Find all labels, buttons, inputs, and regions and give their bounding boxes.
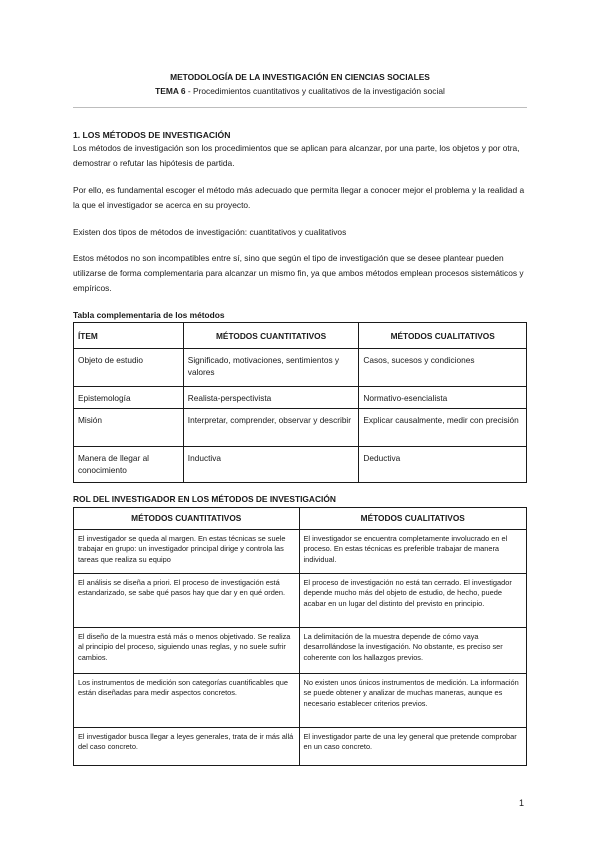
paragraph-1: Los métodos de investigación son los procedimientos que se aplican para alcanzar, por una parte, los objetos y por otra, demostrar o refutar las hipótesis de partida. — [73, 143, 520, 168]
paragraph-4: Estos métodos no son incompatibles entre sí, sino que según el tipo de investigación que se desee plantear pueden utilizarse de forma complementaria para alcanzar un mismo fin, ya que ambos métodos emplean procesos sistemáticos y empíricos. — [73, 253, 524, 293]
table-row — [74, 349, 527, 387]
page-number: 1 — [519, 798, 525, 808]
table-cell: El proceso de investigación no está tan cerrado. El investigador depende mucho más del objeto de estudio, de hecho, puede acabar en un lugar del distinto del previsto en principio. — [299, 573, 527, 627]
column-header: ÍTEM — [74, 323, 184, 349]
table-cell: El investigador parte de una ley general que pretende comprobar en un caso concreto. — [299, 727, 527, 765]
tema-label: TEMA 6 — [155, 86, 186, 96]
table-row — [74, 673, 527, 727]
table-row — [74, 627, 527, 673]
column-header: MÉTODOS CUALITATIVOS — [359, 323, 527, 349]
table-row — [74, 447, 527, 483]
document-title: METODOLOGÍA DE LA INVESTIGACIÓN EN CIENCIAS SOCIALES — [170, 72, 430, 82]
table2-caption: ROL DEL INVESTIGADOR EN LOS MÉTODOS DE INVESTIGACIÓN — [73, 494, 336, 504]
table-row — [74, 387, 527, 409]
table-cell: Los instrumentos de medición son categorías cuantificables que están diseñadas para medir aspectos concretos. — [74, 673, 300, 727]
table-cell: Casos, sucesos y condiciones — [359, 349, 527, 387]
column-header: MÉTODOS CUANTITATIVOS — [74, 508, 300, 530]
table-cell: Inductiva — [183, 447, 359, 483]
section-heading: 1. LOS MÉTODOS DE INVESTIGACIÓN — [73, 130, 231, 140]
column-header: MÉTODOS CUALITATIVOS — [299, 508, 527, 530]
table-cell: Deductiva — [359, 447, 527, 483]
table-cell: La delimitación de la muestra depende de cómo vaya desarrollándose la investigación. No obstante, es preciso ser coherente con los hallazgos previos. — [299, 627, 527, 673]
table-cell: El diseño de la muestra está más o menos objetivado. Se realiza al principio del proceso, siguiendo unas reglas, y no suele sufrir cambios. — [74, 627, 300, 673]
column-header: MÉTODOS CUANTITATIVOS — [183, 323, 359, 349]
table-cell: Realista-perspectivista — [183, 387, 359, 409]
table-row — [74, 529, 527, 573]
table-cell: Interpretar, comprender, observar y describir — [183, 409, 359, 447]
table-row — [74, 573, 527, 627]
table-cell: El investigador se queda al margen. En estas técnicas se suele trabajar en grupo: un investigador principal dirige y controla las tareas que realiza su equipo — [74, 529, 300, 573]
table-cell: Manera de llegar al conocimiento — [74, 447, 184, 483]
table-header-row — [74, 508, 527, 530]
table-cell: El investigador busca llegar a leyes generales, trata de ir más allá del caso concreto. — [74, 727, 300, 765]
tema-text: - Procedimientos cuantitativos y cualitativos de la investigación social — [185, 86, 445, 96]
document-subtitle — [73, 86, 527, 96]
table-cell: Significado, motivaciones, sentimientos y valores — [183, 349, 359, 387]
table-cell: Misión — [74, 409, 184, 447]
table-cell: El análisis se diseña a priori. El proceso de investigación está estandarizado, se sabe qué pasos hay que dar y en qué orden. — [74, 573, 300, 627]
table-cell: El investigador se encuentra completamente involucrado en el proceso. En estas técnicas es preferible trabajar de manera individual. — [299, 529, 527, 573]
table-cell: Explicar causalmente, medir con precisión — [359, 409, 527, 447]
table-cell: Normativo-esencialista — [359, 387, 527, 409]
table-cell: Objeto de estudio — [74, 349, 184, 387]
header-divider — [73, 107, 527, 108]
paragraph-2: Por ello, es fundamental escoger el método más adecuado que permita llegar a conocer mejor el problema y la realidad a la que el investigador se acerca en su proyecto. — [73, 185, 525, 210]
table-cell: Epistemología — [74, 387, 184, 409]
table-row — [74, 727, 527, 765]
table-cell: No existen unos únicos instrumentos de medición. La información se puede obtener y analizar de muchas maneras, aunque es necesario establecer criterios previos. — [299, 673, 527, 727]
table1-caption: Tabla complementaria de los métodos — [73, 310, 225, 320]
table-row — [74, 409, 527, 447]
table-header-row — [74, 323, 527, 349]
paragraph-3: Existen dos tipos de métodos de investigación: cuantitativos y cualitativos — [73, 227, 347, 237]
researcher-role-table — [73, 507, 527, 766]
methods-comparison-table — [73, 322, 527, 483]
